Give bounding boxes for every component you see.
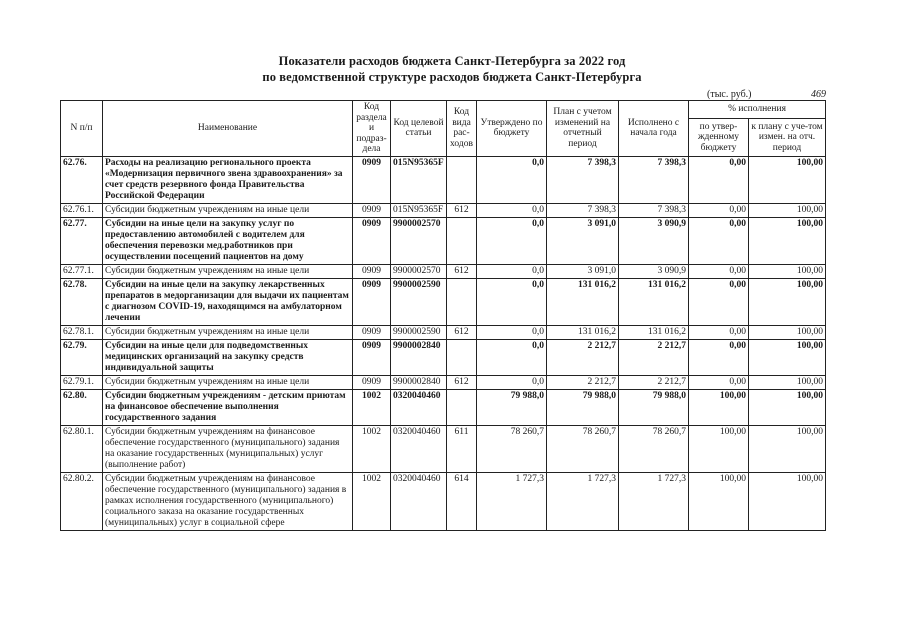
- row-executed: 1 727,3: [619, 472, 689, 530]
- row-section-code: 0909: [353, 156, 391, 203]
- row-number: 62.77.: [61, 217, 103, 264]
- row-approved: 0,0: [477, 278, 547, 325]
- row-expense-type-code: 612: [447, 375, 477, 389]
- row-section-code: 0909: [353, 375, 391, 389]
- row-executed: 7 398,3: [619, 156, 689, 203]
- row-section-code: 0909: [353, 278, 391, 325]
- row-executed: 3 090,9: [619, 264, 689, 278]
- row-executed: 3 090,9: [619, 217, 689, 264]
- row-executed: 131 016,2: [619, 278, 689, 325]
- row-name: Субсидии на иные цели для подведомственных медицинских организаций на закупку средств индивидуальной защиты: [103, 339, 353, 375]
- row-target-code: 0320040460: [391, 472, 447, 530]
- row-name: Субсидии бюджетным учреждениям на финансовое обеспечение государственного (муниципального) задания на оказание государственных (муниципальных) услуг (выполнение работ): [103, 425, 353, 472]
- row-target-code: 9900002570: [391, 217, 447, 264]
- row-approved: 1 727,3: [477, 472, 547, 530]
- row-approved: 79 988,0: [477, 389, 547, 425]
- row-section-code: 0909: [353, 264, 391, 278]
- row-expense-type-code: [447, 389, 477, 425]
- header-pct-plan: к плану с уче-том измен. на отч. период: [749, 119, 826, 156]
- row-target-code: 9900002570: [391, 264, 447, 278]
- row-expense-type-code: [447, 278, 477, 325]
- table-row: [61, 339, 826, 375]
- header-name: Наименование: [103, 101, 353, 157]
- row-executed: 78 260,7: [619, 425, 689, 472]
- row-name: Субсидии бюджетным учреждениям на финансовое обеспечение государственного (муниципального) задания в рамках исполнения государственного (муниципального) социального заказа на оказание государственных (муниципальных) услуг в социальной сфере: [103, 472, 353, 530]
- row-section-code: 0909: [353, 217, 391, 264]
- row-plan: 3 091,0: [547, 264, 619, 278]
- row-approved: 0,0: [477, 325, 547, 339]
- row-target-code: 0320040460: [391, 389, 447, 425]
- row-executed: 2 212,7: [619, 375, 689, 389]
- table-row: [61, 375, 826, 389]
- expenditure-table: [60, 100, 826, 531]
- report-title-line1: Показатели расходов бюджета Санкт-Петербурга за 2022 год: [278, 54, 626, 68]
- row-plan: 131 016,2: [547, 278, 619, 325]
- row-number: 62.76.1.: [61, 203, 103, 217]
- table-row: [61, 203, 826, 217]
- row-pct-plan: 100,00: [749, 325, 826, 339]
- row-pct-approved: 0,00: [689, 203, 749, 217]
- header-plan: План с учетом изменений на отчетный период: [547, 101, 619, 157]
- row-expense-type-code: [447, 156, 477, 203]
- row-pct-approved: 0,00: [689, 375, 749, 389]
- row-target-code: 015N95365F: [391, 203, 447, 217]
- row-pct-plan: 100,00: [749, 425, 826, 472]
- row-number: 62.78.: [61, 278, 103, 325]
- row-number: 62.80.: [61, 389, 103, 425]
- row-pct-plan: 100,00: [749, 217, 826, 264]
- row-approved: 0,0: [477, 203, 547, 217]
- row-plan: 131 016,2: [547, 325, 619, 339]
- row-name: Субсидии бюджетным учреждениям - детским приютам на финансовое обеспечение выполнения государственного задания: [103, 389, 353, 425]
- row-expense-type-code: 611: [447, 425, 477, 472]
- row-pct-approved: 100,00: [689, 472, 749, 530]
- row-pct-plan: 100,00: [749, 375, 826, 389]
- row-expense-type-code: 612: [447, 264, 477, 278]
- row-pct-plan: 100,00: [749, 156, 826, 203]
- row-target-code: 9900002840: [391, 375, 447, 389]
- row-expense-type-code: [447, 339, 477, 375]
- row-pct-approved: 0,00: [689, 339, 749, 375]
- header-percent-group: % исполнения: [689, 101, 826, 119]
- row-pct-approved: 0,00: [689, 278, 749, 325]
- row-number: 62.76.: [61, 156, 103, 203]
- table-row: [61, 325, 826, 339]
- row-approved: 0,0: [477, 264, 547, 278]
- row-pct-approved: 100,00: [689, 389, 749, 425]
- row-executed: 7 398,3: [619, 203, 689, 217]
- row-name: Субсидии бюджетным учреждениям на иные цели: [103, 264, 353, 278]
- row-name: Субсидии на иные цели на закупку услуг по предоставлению автомобилей с водителем для обеспечения перевозки мед.работников при осуществлении посещений пациентов на дому: [103, 217, 353, 264]
- table-row: [61, 389, 826, 425]
- header-expense-type-code: Код вида рас-ходов: [447, 101, 477, 157]
- row-name: Субсидии бюджетным учреждениям на иные цели: [103, 375, 353, 389]
- row-pct-approved: 0,00: [689, 156, 749, 203]
- row-section-code: 0909: [353, 325, 391, 339]
- row-approved: 0,0: [477, 375, 547, 389]
- row-expense-type-code: [447, 217, 477, 264]
- table-row: [61, 264, 826, 278]
- row-target-code: 9900002590: [391, 278, 447, 325]
- row-approved: 0,0: [477, 339, 547, 375]
- row-section-code: 1002: [353, 472, 391, 530]
- units-label: (тыс. руб.): [707, 89, 752, 100]
- row-pct-approved: 0,00: [689, 325, 749, 339]
- table-row: [61, 217, 826, 264]
- header-pct-approved: по утвер-жденному бюджету: [689, 119, 749, 156]
- header-num: N п/п: [61, 101, 103, 157]
- row-number: 62.78.1.: [61, 325, 103, 339]
- row-pct-plan: 100,00: [749, 264, 826, 278]
- row-pct-approved: 100,00: [689, 425, 749, 472]
- row-expense-type-code: 612: [447, 325, 477, 339]
- row-target-code: 015N95365F: [391, 156, 447, 203]
- header-target-code: Код целевой статьи: [391, 101, 447, 157]
- row-name: Расходы на реализацию регионального проекта «Модернизация первичного звена здравоохранения» за счет средств резервного фонда Правительства Российской Федерации: [103, 156, 353, 203]
- row-pct-plan: 100,00: [749, 203, 826, 217]
- row-plan: 7 398,3: [547, 203, 619, 217]
- row-name: Субсидии бюджетным учреждениям на иные цели: [103, 203, 353, 217]
- row-pct-approved: 0,00: [689, 264, 749, 278]
- row-section-code: 0909: [353, 203, 391, 217]
- table-row: [61, 472, 826, 530]
- row-approved: 0,0: [477, 217, 547, 264]
- row-name: Субсидии бюджетным учреждениям на иные цели: [103, 325, 353, 339]
- row-executed: 131 016,2: [619, 325, 689, 339]
- row-pct-plan: 100,00: [749, 472, 826, 530]
- row-pct-plan: 100,00: [749, 278, 826, 325]
- row-executed: 79 988,0: [619, 389, 689, 425]
- page-number: 469: [811, 89, 826, 100]
- row-number: 62.80.1.: [61, 425, 103, 472]
- row-target-code: 0320040460: [391, 425, 447, 472]
- row-expense-type-code: 614: [447, 472, 477, 530]
- row-pct-plan: 100,00: [749, 389, 826, 425]
- row-plan: 3 091,0: [547, 217, 619, 264]
- row-plan: 1 727,3: [547, 472, 619, 530]
- row-number: 62.77.1.: [61, 264, 103, 278]
- row-plan: 7 398,3: [547, 156, 619, 203]
- row-pct-approved: 0,00: [689, 217, 749, 264]
- table-body: [61, 156, 826, 530]
- row-section-code: 1002: [353, 389, 391, 425]
- report-title-line2: по ведомственной структуре расходов бюджета Санкт-Петербурга: [262, 70, 642, 84]
- row-target-code: 9900002590: [391, 325, 447, 339]
- header-section-code: Код раздела и подраз-дела: [353, 101, 391, 157]
- row-name: Субсидии на иные цели на закупку лекарственных препаратов в медорганизации для выдачи их пациентам с диагнозом COVID-19, находящимся на амбулаторном лечении: [103, 278, 353, 325]
- row-target-code: 9900002840: [391, 339, 447, 375]
- row-pct-plan: 100,00: [749, 339, 826, 375]
- table-row: [61, 278, 826, 325]
- header-executed: Исполнено с начала года: [619, 101, 689, 157]
- row-plan: 2 212,7: [547, 375, 619, 389]
- row-section-code: 1002: [353, 425, 391, 472]
- row-section-code: 0909: [353, 339, 391, 375]
- row-number: 62.79.1.: [61, 375, 103, 389]
- row-plan: 78 260,7: [547, 425, 619, 472]
- row-approved: 78 260,7: [477, 425, 547, 472]
- row-executed: 2 212,7: [619, 339, 689, 375]
- row-plan: 79 988,0: [547, 389, 619, 425]
- table-row: [61, 156, 826, 203]
- row-number: 62.79.: [61, 339, 103, 375]
- row-number: 62.80.2.: [61, 472, 103, 530]
- header-approved: Утверждено по бюджету: [477, 101, 547, 157]
- row-approved: 0,0: [477, 156, 547, 203]
- row-expense-type-code: 612: [447, 203, 477, 217]
- table-row: [61, 425, 826, 472]
- row-plan: 2 212,7: [547, 339, 619, 375]
